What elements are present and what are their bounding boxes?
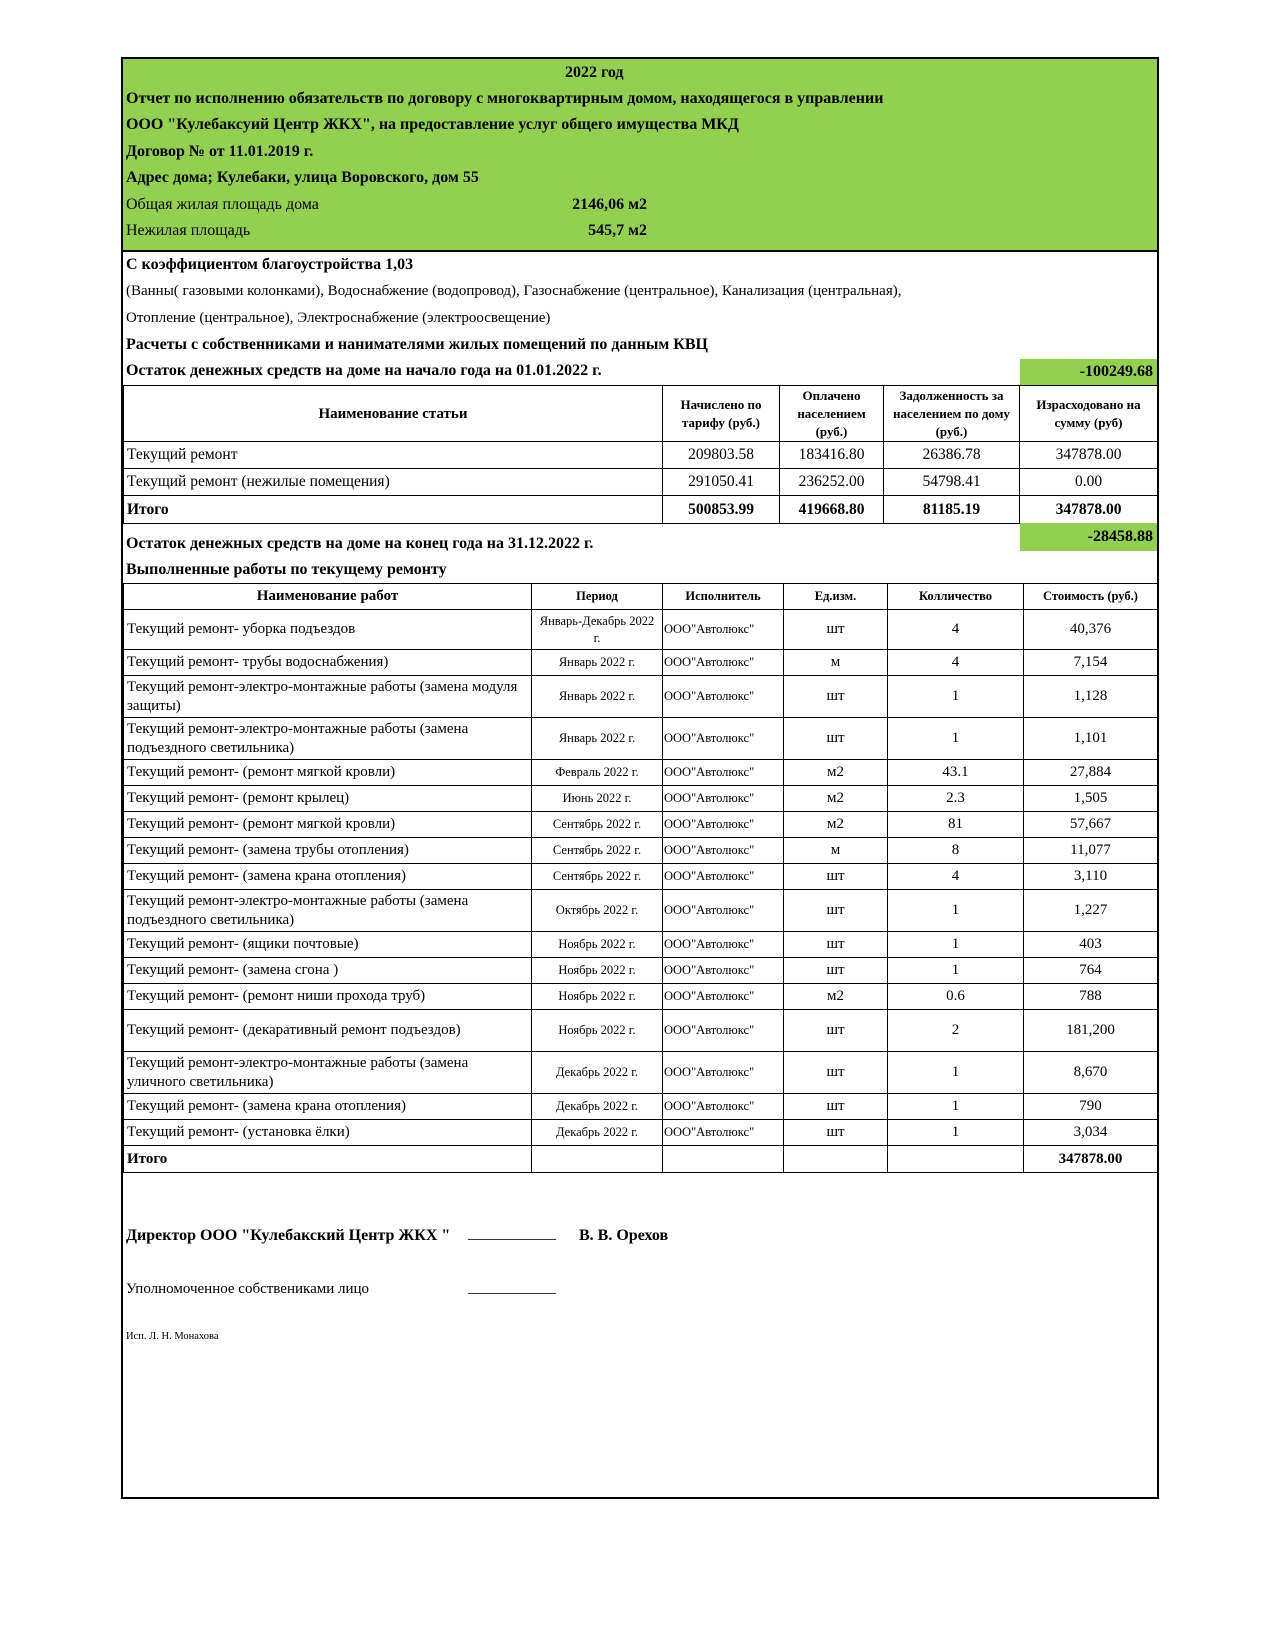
end-balance-value: -28458.88 bbox=[1020, 523, 1157, 551]
work-quantity-cell: 81 bbox=[888, 812, 1024, 838]
work-cost-cell: 181,200 bbox=[1024, 1010, 1158, 1052]
work-period-cell: Январь 2022 г. bbox=[532, 676, 663, 718]
report-title-line1: Отчет по исполнению обязательств по договору с многоквартирным домом, находящегося в управлении bbox=[126, 90, 884, 107]
works-table bbox=[123, 583, 1158, 1173]
work-executor-cell: ООО"Автолюкс" bbox=[663, 786, 784, 812]
work-cost-cell: 1,101 bbox=[1024, 718, 1158, 760]
report-year: 2022 год bbox=[565, 64, 624, 81]
work-period-cell: Сентябрь 2022 г. bbox=[532, 812, 663, 838]
work-period-cell: Ноябрь 2022 г. bbox=[532, 984, 663, 1010]
work-cost-cell: 1,128 bbox=[1024, 676, 1158, 718]
work-cost-cell: 764 bbox=[1024, 958, 1158, 984]
work-unit-cell: шт bbox=[784, 1094, 888, 1120]
work-unit-cell: шт bbox=[784, 676, 888, 718]
finance-cell: 291050.41 bbox=[663, 469, 780, 496]
work-unit-cell: шт bbox=[784, 1052, 888, 1094]
work-period-cell: Ноябрь 2022 г. bbox=[532, 932, 663, 958]
table-row bbox=[124, 786, 1158, 812]
work-unit-cell: шт bbox=[784, 958, 888, 984]
director-signature-line: ___________ bbox=[468, 1225, 556, 1242]
executor-note: Исп. Л. Н. Монахова bbox=[126, 1331, 219, 1342]
work-period-cell: Июнь 2022 г. bbox=[532, 786, 663, 812]
work-unit-cell: м2 bbox=[784, 786, 888, 812]
works-total-value: 347878.00 bbox=[1024, 1146, 1158, 1173]
living-area-label: Общая жилая площадь дома bbox=[126, 196, 319, 213]
work-quantity-cell: 1 bbox=[888, 1120, 1024, 1146]
works-total-label: Итого bbox=[124, 1146, 532, 1173]
work-cost-cell: 403 bbox=[1024, 932, 1158, 958]
authorized-signature-line: ___________ bbox=[468, 1279, 556, 1296]
work-unit-cell: шт bbox=[784, 890, 888, 932]
work-unit-cell: шт bbox=[784, 864, 888, 890]
director-name: В. В. Орехов bbox=[579, 1227, 669, 1244]
table-row bbox=[124, 1120, 1158, 1146]
work-executor-cell: ООО"Автолюкс" bbox=[663, 890, 784, 932]
work-period-cell: Декабрь 2022 г. bbox=[532, 1094, 663, 1120]
table-row bbox=[124, 469, 1158, 496]
report-sheet bbox=[121, 57, 1159, 1499]
work-executor-cell: ООО"Автолюкс" bbox=[663, 760, 784, 786]
contract-info: Договор № от 11.01.2019 г. bbox=[126, 143, 314, 160]
finance-header-charged: Начислено по тарифу (руб.) bbox=[663, 386, 780, 442]
finance-total-cell: 347878.00 bbox=[1020, 496, 1158, 524]
work-executor-cell: ООО"Автолюкс" bbox=[663, 1094, 784, 1120]
work-executor-cell: ООО"Автолюкс" bbox=[663, 718, 784, 760]
work-period-cell: Январь 2022 г. bbox=[532, 650, 663, 676]
work-name-cell: Текущий ремонт- (ремонт ниши прохода труб) bbox=[124, 984, 532, 1010]
work-quantity-cell: 1 bbox=[888, 958, 1024, 984]
works-header-cost: Стоимость (руб.) bbox=[1024, 584, 1158, 610]
table-row bbox=[124, 984, 1158, 1010]
work-executor-cell: ООО"Автолюкс" bbox=[663, 1010, 784, 1052]
finance-cell: Текущий ремонт bbox=[124, 442, 663, 469]
work-quantity-cell: 43.1 bbox=[888, 760, 1024, 786]
finance-cell: 54798.41 bbox=[884, 469, 1020, 496]
work-quantity-cell: 1 bbox=[888, 1094, 1024, 1120]
works-total-empty-cell bbox=[663, 1146, 784, 1173]
work-unit-cell: м2 bbox=[784, 812, 888, 838]
work-cost-cell: 27,884 bbox=[1024, 760, 1158, 786]
work-period-cell: Январь-Декабрь 2022 г. bbox=[532, 610, 663, 650]
work-quantity-cell: 0.6 bbox=[888, 984, 1024, 1010]
work-period-cell: Октябрь 2022 г. bbox=[532, 890, 663, 932]
finance-header-row bbox=[124, 386, 1158, 442]
works-title: Выполненные работы по текущему ремонту bbox=[126, 561, 447, 578]
works-total-empty-cell bbox=[784, 1146, 888, 1173]
finance-cell: 236252.00 bbox=[780, 469, 884, 496]
works-total-empty-cell bbox=[532, 1146, 663, 1173]
work-executor-cell: ООО"Автолюкс" bbox=[663, 1120, 784, 1146]
work-cost-cell: 1,505 bbox=[1024, 786, 1158, 812]
settlements-text: Расчеты с собственниками и нанимателями жилых помещений по данным КВЦ bbox=[126, 336, 708, 353]
work-name-cell: Текущий ремонт-электро-монтажные работы (замена подъездного светильника) bbox=[124, 890, 532, 932]
work-executor-cell: ООО"Автолюкс" bbox=[663, 958, 784, 984]
works-total-row bbox=[124, 1146, 1158, 1173]
finance-cell: 26386.78 bbox=[884, 442, 1020, 469]
work-unit-cell: шт bbox=[784, 1010, 888, 1052]
house-address: Адрес дома; Кулебаки, улица Воровского, дом 55 bbox=[126, 169, 479, 186]
works-total-empty-cell bbox=[888, 1146, 1024, 1173]
work-name-cell: Текущий ремонт- (ремонт мягкой кровли) bbox=[124, 812, 532, 838]
work-unit-cell: шт bbox=[784, 718, 888, 760]
work-cost-cell: 40,376 bbox=[1024, 610, 1158, 650]
work-name-cell: Текущий ремонт- уборка подъездов bbox=[124, 610, 532, 650]
report-title-line2: ООО "Кулебаксуий Центр ЖКХ", на предоставление услуг общего имущества МКД bbox=[126, 116, 739, 133]
table-row bbox=[124, 676, 1158, 718]
work-cost-cell: 7,154 bbox=[1024, 650, 1158, 676]
table-row bbox=[124, 958, 1158, 984]
work-executor-cell: ООО"Автолюкс" bbox=[663, 838, 784, 864]
work-name-cell: Текущий ремонт- (замена крана отопления) bbox=[124, 864, 532, 890]
work-period-cell: Сентябрь 2022 г. bbox=[532, 864, 663, 890]
table-row bbox=[124, 760, 1158, 786]
work-period-cell: Ноябрь 2022 г. bbox=[532, 958, 663, 984]
start-balance-label: Остаток денежных средств на доме на начало года на 01.01.2022 г. bbox=[126, 362, 602, 379]
finance-header-debt: Задолженность за населением по дому (руб.) bbox=[884, 386, 1020, 442]
end-balance-label: Остаток денежных средств на доме на конец года на 31.12.2022 г. bbox=[126, 535, 594, 552]
work-unit-cell: м bbox=[784, 650, 888, 676]
work-unit-cell: м2 bbox=[784, 760, 888, 786]
coefficient-text: С коэффициентом благоустройства 1,03 bbox=[126, 256, 414, 273]
work-quantity-cell: 8 bbox=[888, 838, 1024, 864]
work-period-cell: Сентябрь 2022 г. bbox=[532, 838, 663, 864]
work-name-cell: Текущий ремонт- (декаративный ремонт подъездов) bbox=[124, 1010, 532, 1052]
work-cost-cell: 8,670 bbox=[1024, 1052, 1158, 1094]
work-executor-cell: ООО"Автолюкс" bbox=[663, 932, 784, 958]
work-quantity-cell: 4 bbox=[888, 650, 1024, 676]
work-name-cell: Текущий ремонт-электро-монтажные работы (замена подъездного светильника) bbox=[124, 718, 532, 760]
work-name-cell: Текущий ремонт- (ящики почтовые) bbox=[124, 932, 532, 958]
work-unit-cell: шт bbox=[784, 610, 888, 650]
work-unit-cell: шт bbox=[784, 1120, 888, 1146]
works-header-name: Наименование работ bbox=[124, 584, 532, 610]
finance-cell: 0.00 bbox=[1020, 469, 1158, 496]
work-executor-cell: ООО"Автолюкс" bbox=[663, 650, 784, 676]
works-header-period: Период bbox=[532, 584, 663, 610]
work-period-cell: Ноябрь 2022 г. bbox=[532, 1010, 663, 1052]
work-name-cell: Текущий ремонт- (установка ёлки) bbox=[124, 1120, 532, 1146]
work-quantity-cell: 2.3 bbox=[888, 786, 1024, 812]
finance-total-row bbox=[124, 496, 1158, 524]
work-executor-cell: ООО"Автолюкс" bbox=[663, 1052, 784, 1094]
work-name-cell: Текущий ремонт- (замена сгона ) bbox=[124, 958, 532, 984]
finance-total-label: Итого bbox=[124, 496, 663, 524]
work-quantity-cell: 1 bbox=[888, 1052, 1024, 1094]
work-period-cell: Январь 2022 г. bbox=[532, 718, 663, 760]
work-unit-cell: м2 bbox=[784, 984, 888, 1010]
work-name-cell: Текущий ремонт- (замена трубы отопления) bbox=[124, 838, 532, 864]
table-row bbox=[124, 890, 1158, 932]
work-unit-cell: шт bbox=[784, 932, 888, 958]
table-row bbox=[124, 1094, 1158, 1120]
work-name-cell: Текущий ремонт- (ремонт крылец) bbox=[124, 786, 532, 812]
work-name-cell: Текущий ремонт-электро-монтажные работы (замена модуля защиты) bbox=[124, 676, 532, 718]
finance-header-paid: Оплачено населением (руб.) bbox=[780, 386, 884, 442]
finance-header-name: Наименование статьи bbox=[124, 386, 663, 442]
finance-header-spent: Израсходовано на сумму (руб) bbox=[1020, 386, 1158, 442]
finance-cell: 209803.58 bbox=[663, 442, 780, 469]
finance-cell: 347878.00 bbox=[1020, 442, 1158, 469]
works-header-row bbox=[124, 584, 1158, 610]
finance-total-cell: 419668.80 bbox=[780, 496, 884, 524]
table-row bbox=[124, 838, 1158, 864]
works-header-unit: Ед.изм. bbox=[784, 584, 888, 610]
table-row bbox=[124, 812, 1158, 838]
work-quantity-cell: 2 bbox=[888, 1010, 1024, 1052]
work-cost-cell: 3,034 bbox=[1024, 1120, 1158, 1146]
table-row bbox=[124, 610, 1158, 650]
work-cost-cell: 1,227 bbox=[1024, 890, 1158, 932]
amenities-line1: (Ванны( газовыми колонками), Водоснабжение (водопровод), Газоснабжение (центральное), Канализация (центральная), bbox=[126, 283, 902, 299]
nonliving-area-value: 545,7 м2 bbox=[588, 222, 647, 239]
director-label: Директор ООО "Кулебакский Центр ЖКХ " bbox=[126, 1227, 451, 1244]
table-row bbox=[124, 650, 1158, 676]
table-row bbox=[124, 718, 1158, 760]
work-cost-cell: 57,667 bbox=[1024, 812, 1158, 838]
start-balance-value: -100249.68 bbox=[1020, 359, 1157, 385]
table-row bbox=[124, 864, 1158, 890]
work-quantity-cell: 1 bbox=[888, 890, 1024, 932]
amenities-line2: Отопление (центральное), Электроснабжение (электроосвещение) bbox=[126, 310, 551, 326]
finance-cell: 183416.80 bbox=[780, 442, 884, 469]
works-header-executor: Исполнитель bbox=[663, 584, 784, 610]
work-executor-cell: ООО"Автолюкс" bbox=[663, 864, 784, 890]
work-period-cell: Декабрь 2022 г. bbox=[532, 1120, 663, 1146]
work-period-cell: Декабрь 2022 г. bbox=[532, 1052, 663, 1094]
work-quantity-cell: 4 bbox=[888, 610, 1024, 650]
finance-total-cell: 81185.19 bbox=[884, 496, 1020, 524]
report-header bbox=[123, 59, 1157, 252]
table-row bbox=[124, 1010, 1158, 1052]
work-executor-cell: ООО"Автолюкс" bbox=[663, 676, 784, 718]
work-cost-cell: 11,077 bbox=[1024, 838, 1158, 864]
work-executor-cell: ООО"Автолюкс" bbox=[663, 812, 784, 838]
work-quantity-cell: 1 bbox=[888, 676, 1024, 718]
work-quantity-cell: 1 bbox=[888, 718, 1024, 760]
work-cost-cell: 3,110 bbox=[1024, 864, 1158, 890]
work-unit-cell: м bbox=[784, 838, 888, 864]
work-cost-cell: 788 bbox=[1024, 984, 1158, 1010]
living-area-value: 2146,06 м2 bbox=[572, 196, 647, 213]
table-row bbox=[124, 442, 1158, 469]
work-quantity-cell: 1 bbox=[888, 932, 1024, 958]
finance-table bbox=[123, 385, 1158, 524]
table-row bbox=[124, 932, 1158, 958]
work-name-cell: Текущий ремонт- (ремонт мягкой кровли) bbox=[124, 760, 532, 786]
work-name-cell: Текущий ремонт- трубы водоснабжения) bbox=[124, 650, 532, 676]
work-executor-cell: ООО"Автолюкс" bbox=[663, 610, 784, 650]
authorized-person-label: Уполномоченное собствениками лицо bbox=[126, 1281, 370, 1297]
table-row bbox=[124, 1052, 1158, 1094]
finance-total-cell: 500853.99 bbox=[663, 496, 780, 524]
nonliving-area-label: Нежилая площадь bbox=[126, 222, 251, 239]
work-cost-cell: 790 bbox=[1024, 1094, 1158, 1120]
work-name-cell: Текущий ремонт- (замена крана отопления) bbox=[124, 1094, 532, 1120]
works-header-quantity: Колличество bbox=[888, 584, 1024, 610]
work-period-cell: Февраль 2022 г. bbox=[532, 760, 663, 786]
work-name-cell: Текущий ремонт-электро-монтажные работы (замена уличного светильника) bbox=[124, 1052, 532, 1094]
finance-cell: Текущий ремонт (нежилые помещения) bbox=[124, 469, 663, 496]
work-executor-cell: ООО"Автолюкс" bbox=[663, 984, 784, 1010]
work-quantity-cell: 4 bbox=[888, 864, 1024, 890]
